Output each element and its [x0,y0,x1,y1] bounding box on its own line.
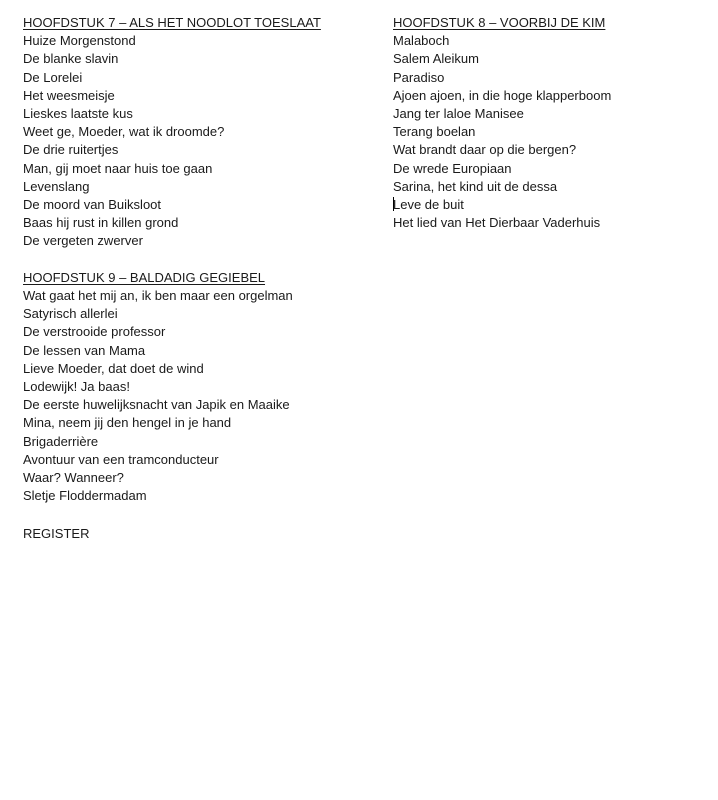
register-heading: REGISTER [23,526,90,542]
list-item: Het lied van Het Dierbaar Vaderhuis [393,215,601,231]
list-item: Avontuur van een tramconducteur [23,451,219,467]
list-item-with-cursor[interactable] [393,196,703,214]
list-item: Mina, neem jij den hengel in je hand [23,415,232,431]
list-item: Lieskes laatste kus [23,106,133,122]
list-item: Jang ter laloe Manisee [393,106,524,122]
list-item: Sarina, het kind uit de dessa [393,178,558,194]
list-item: Wat gaat het mij an, ik ben maar een orgelman [23,288,293,304]
list-item: De drie ruitertjes [23,142,119,158]
list-item: De moord van Buiksloot [23,197,162,213]
chapter-8-heading: HOOFDSTUK 8 – VOORBIJ DE KIM [393,15,606,30]
list-item: Weet ge, Moeder, wat ik droomde? [23,124,225,140]
list-item: Lieve Moeder, dat doet de wind [23,360,204,376]
list-item: Wat brandt daar op die bergen? [393,142,577,158]
list-item: De Lorelei [23,69,83,85]
list-item: De verstrooide professor [23,324,166,340]
list-item: Brigaderrière [23,433,99,449]
list-item: Lodewijk! Ja baas! [23,379,130,395]
list-item: Malaboch [393,33,450,49]
right-column [393,14,703,232]
paragraph-spacer [23,251,373,269]
list-item: Levenslang [23,178,90,194]
list-item: Het weesmeisje [23,87,115,103]
list-item: Huize Morgenstond [23,33,136,49]
list-item: De eerste huwelijksnacht van Japik en Maaike [23,397,290,413]
list-item: De lessen van Mama [23,342,146,358]
list-item: Satyrisch allerlei [23,306,118,322]
list-item: Paradiso [393,69,445,85]
list-item: De vergeten zwerver [23,233,143,249]
list-item: Man, gij moet naar huis toe gaan [23,160,213,176]
list-item: Ajoen ajoen, in die hoge klapperboom [393,87,612,103]
list-item: De wrede Europiaan [393,160,512,176]
chapter-9-heading: HOOFDSTUK 9 – BALDADIG GEGIEBEL [23,269,266,285]
left-column [23,14,373,544]
list-item: Salem Aleikum [393,51,479,67]
list-item: De blanke slavin [23,51,119,67]
list-item: Sletje Floddermadam [23,488,147,504]
list-item: Terang boelan [393,124,476,140]
list-item: Baas hij rust in killen grond [23,215,179,231]
chapter-7-heading: HOOFDSTUK 7 – ALS HET NOODLOT TOESLAAT [23,15,321,30]
list-item-text: Leve de buit [393,197,464,213]
list-item: Waar? Wanneer? [23,470,124,486]
